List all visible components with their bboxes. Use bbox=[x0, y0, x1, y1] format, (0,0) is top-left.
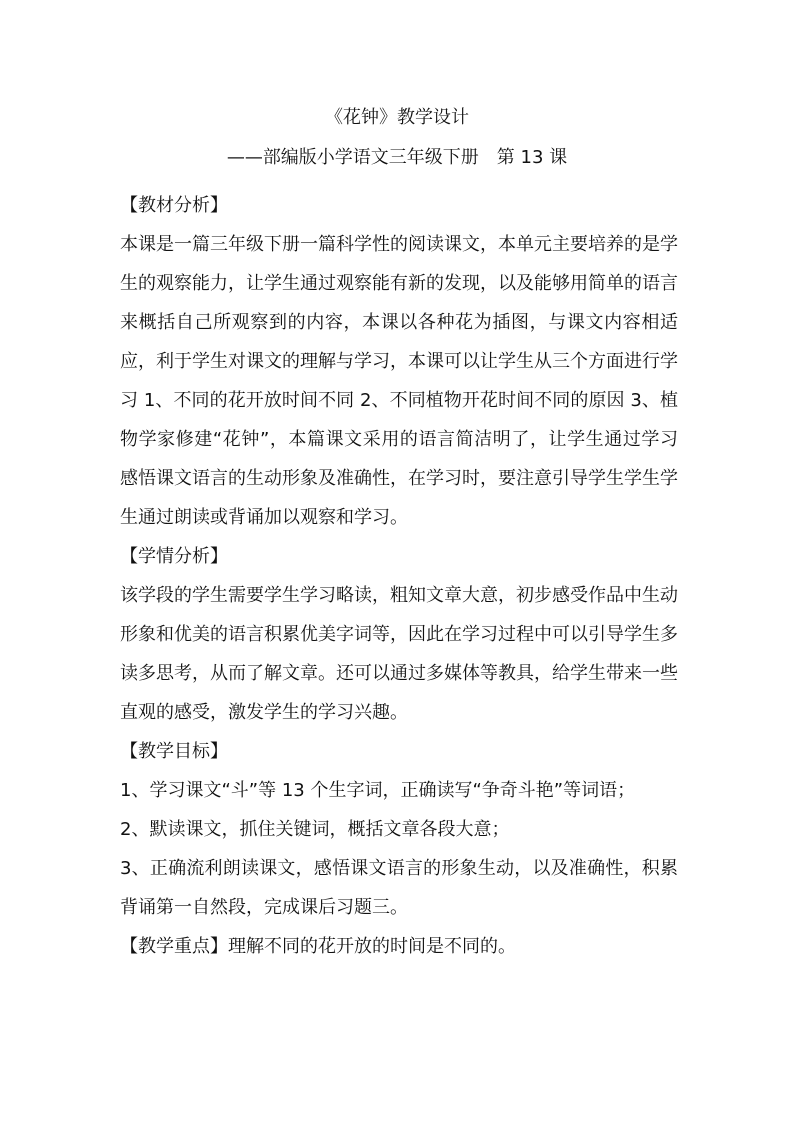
teaching-focus-line bbox=[120, 927, 678, 966]
section-heading-textbook-analysis: 【教材分析】 bbox=[120, 195, 228, 216]
teaching-goal-item-3: 3、正确流利朗读课文，感悟课文语言的形象生动，以及准确性，积累背诵第一自然段，完成课后习题三。 bbox=[120, 858, 678, 918]
section-heading-teaching-goals: 【教学目标】 bbox=[120, 741, 228, 762]
student-analysis-paragraph: 该学段的学生需要学生学习略读，粗知文章大意，初步感受作品中生动形象和优美的语言积累优美字词等，因此在学习过程中可以引导学生多读多思考，从而了解文章。还可以通过多媒体等教具，给学生带来一些直观的感受，激发学生的学习兴趣。 bbox=[120, 585, 678, 723]
document-subtitle: ——部编版小学语文三年级下册 第 13 课 bbox=[226, 147, 568, 168]
section-heading-student-analysis: 【学情分析】 bbox=[120, 546, 228, 567]
section-heading-teaching-focus: 【教学重点】 bbox=[120, 936, 228, 957]
textbook-analysis-paragraph: 本课是一篇三年级下册一篇科学性的阅读课文，本单元主要培养的是学生的观察能力，让学生通过观察能有新的发现，以及能够用简单的语言来概括自己所观察到的内容，本课以各种花为插图，与课文内容相适应，利于学生对课文的理解与学习，本课可以让学生从三个方面进行学习 1、不同的花开放时间不同 2、不同植物开花时间不同的原因 3、植物学家修建“花钟”，本篇课文采用的语言简洁明了，让学生通过学习感悟课文语言的生动形象及准确性，在学习时，要注意引导学生学生学生通过朗读或背诵加以观察和学习。 bbox=[120, 234, 678, 528]
document-body bbox=[120, 186, 678, 966]
document-title: 《花钟》教学设计 bbox=[325, 107, 469, 128]
teaching-goal-item-1: 1、学习课文“斗”等 13 个生字词，正确读写“争奇斗艳”等词语； bbox=[120, 780, 636, 801]
teaching-goal-item-2: 2、默读课文，抓住关键词，概括文章各段大意； bbox=[120, 819, 510, 840]
teaching-focus-text: 理解不同的花开放的时间是不同的。 bbox=[228, 936, 516, 957]
